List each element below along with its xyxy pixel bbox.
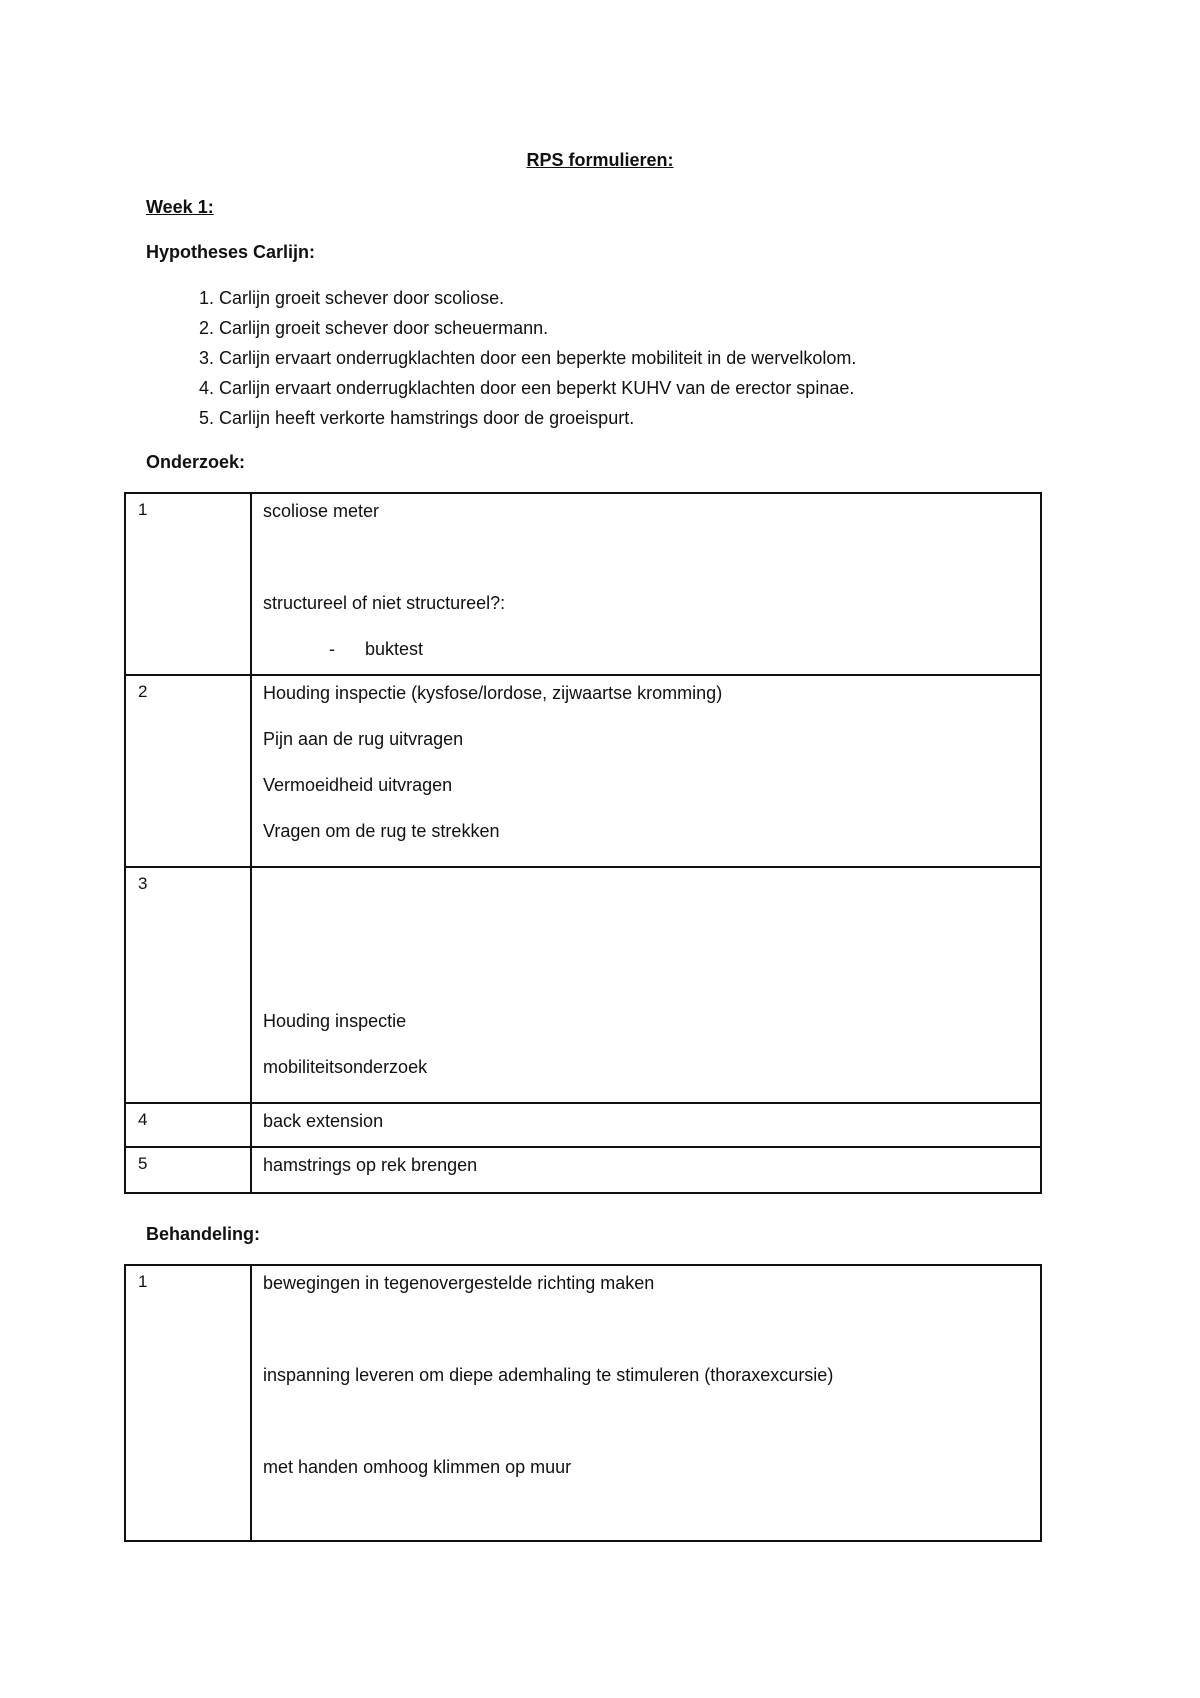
cell-line: structureel of niet structureel?:: [263, 593, 506, 613]
behandeling-heading: Behandeling:: [146, 1224, 261, 1244]
cell-line: Pijn aan de rug uitvragen: [263, 729, 464, 749]
table-row: [125, 1147, 1041, 1193]
row-content: [251, 493, 1041, 675]
hypotheses-heading: Hypotheses Carlijn:: [146, 242, 316, 262]
list-item: [146, 343, 856, 373]
week-heading: Week 1:: [146, 197, 214, 217]
cell-line: scoliose meter: [263, 501, 380, 521]
list-number: 2.: [199, 318, 215, 338]
list-text: Carlijn groeit schever door scheuermann.: [219, 318, 549, 338]
row-content: [251, 675, 1041, 867]
list-item: [146, 283, 856, 313]
document-title: RPS formulieren:: [526, 150, 674, 170]
row-number: 3: [125, 867, 251, 1103]
behandeling-table: [124, 1264, 1042, 1542]
list-item: [146, 373, 856, 403]
cell-line: Houding inspectie: [263, 1011, 407, 1031]
bullet-text: buktest: [365, 639, 424, 659]
onderzoek-heading: Onderzoek:: [146, 452, 246, 472]
table-row: [125, 675, 1041, 867]
row-number: 5: [125, 1147, 251, 1193]
onderzoek-table: [124, 492, 1042, 1194]
row-number: 1: [125, 1265, 251, 1541]
row-content: [251, 867, 1041, 1103]
cell-line: mobiliteitsonderzoek: [263, 1057, 428, 1077]
bullet-item: [263, 638, 1040, 668]
cell-line: bewegingen in tegenovergestelde richting maken: [263, 1273, 655, 1293]
list-item: [146, 313, 856, 343]
cell-line: Vermoeidheid uitvragen: [263, 775, 453, 795]
cell-line: met handen omhoog klimmen op muur: [263, 1457, 572, 1477]
list-item: [146, 403, 856, 433]
dash-bullet: -: [329, 639, 335, 659]
row-number: 2: [125, 675, 251, 867]
cell-line: Houding inspectie (kysfose/lordose, zijwaartse kromming): [263, 683, 723, 703]
list-number: 4.: [199, 378, 215, 398]
table-row: [125, 493, 1041, 675]
list-number: 1.: [199, 288, 215, 308]
cell-line: hamstrings op rek brengen: [263, 1155, 478, 1175]
row-number: 4: [125, 1103, 251, 1147]
table-row: [125, 867, 1041, 1103]
list-text: Carlijn ervaart onderrugklachten door een beperkt KUHV van de erector spinae.: [219, 378, 855, 398]
cell-line: back extension: [263, 1111, 384, 1131]
hypotheses-list: [146, 283, 856, 433]
cell-line: Vragen om de rug te strekken: [263, 821, 500, 841]
table-row: [125, 1103, 1041, 1147]
list-text: Carlijn groeit schever door scoliose.: [219, 288, 505, 308]
row-content: [251, 1265, 1041, 1541]
list-text: Carlijn ervaart onderrugklachten door een beperkte mobiliteit in de wervelkolom.: [219, 348, 857, 368]
row-number: 1: [125, 493, 251, 675]
list-number: 3.: [199, 348, 215, 368]
row-content: [251, 1147, 1041, 1193]
list-number: 5.: [199, 408, 215, 428]
list-text: Carlijn heeft verkorte hamstrings door de groeispurt.: [219, 408, 635, 428]
cell-line: inspanning leveren om diepe ademhaling te stimuleren (thoraxexcursie): [263, 1365, 834, 1385]
table-row: [125, 1265, 1041, 1541]
row-content: [251, 1103, 1041, 1147]
